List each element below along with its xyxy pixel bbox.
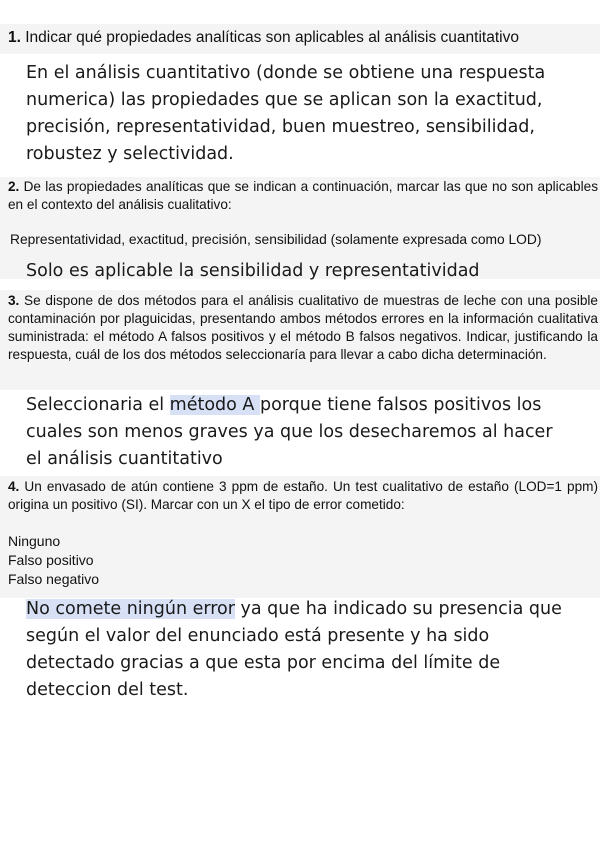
question-4-number: 4. <box>8 479 20 494</box>
answer-4 <box>0 596 580 704</box>
question-4 <box>0 476 600 598</box>
question-4-text: Un envasado de atún contiene 3 ppm de estaño. Un test cualitativo de estaño (LOD=1 ppm) origina un positivo (SI). Marcar con un X el tipo de error cometido: <box>8 479 598 512</box>
question-3-text: Se dispone de dos métodos para el análisis cualitativo de muestras de leche con una posible contaminación por plaguicidas, presentando ambos métodos errores en la información cualitativa suministrada: el método A falsos positivos y el método B falsos negativos. Indicar, justificando la respuesta, cuál de los dos métodos seleccionaría para llevar a cabo dicha determinación. <box>8 293 598 362</box>
answer-2: Solo es aplicable la sensibilidad y representatividad <box>26 261 480 281</box>
question-2-text: De las propiedades analíticas que se indican a continuación, marcar las que no son aplicables en el contexto del análisis cualitativo: <box>8 179 598 212</box>
question-1 <box>0 24 600 54</box>
answer-3-pre: Seleccionaria el <box>26 395 170 415</box>
question-1-number: 1. <box>8 29 21 46</box>
question-3-number: 3. <box>8 293 20 308</box>
answer-1: En el análisis cuantitativo (donde se obtiene una respuesta numerica) las propiedades que se aplican son la exactitud, precisión, representatividad, buen muestreo, sensibilidad, robustez y selectividad. <box>26 63 546 164</box>
question-1-text: Indicar qué propiedades analíticas son aplicables al análisis cuantitativo <box>20 29 519 46</box>
question-2-list: Representatividad, exactitud, precisión, sensibilidad (solamente expresada como LOD) <box>10 232 542 247</box>
answer-4-highlight: No comete ningún error <box>26 599 235 619</box>
answer-4-post: ya que ha indicado su presencia que según el valor del enunciado está presente y ha sido detectado gracias a que esta por encima del límite de deteccion del test. <box>26 599 562 700</box>
question-2-number: 2. <box>8 179 20 194</box>
option-ninguno: Ninguno <box>8 533 61 549</box>
question-3 <box>0 290 600 390</box>
answer-3-highlight: método A <box>169 395 260 415</box>
option-falso-positivo: Falso positivo <box>8 552 94 568</box>
option-falso-negativo: Falso negativo <box>8 571 100 587</box>
answer-3-post: porque tiene falsos positivos los cuales son menos graves ya que los desecharemos al hacer el análisis cuantitativo <box>26 395 553 469</box>
answer-3 <box>0 392 570 473</box>
